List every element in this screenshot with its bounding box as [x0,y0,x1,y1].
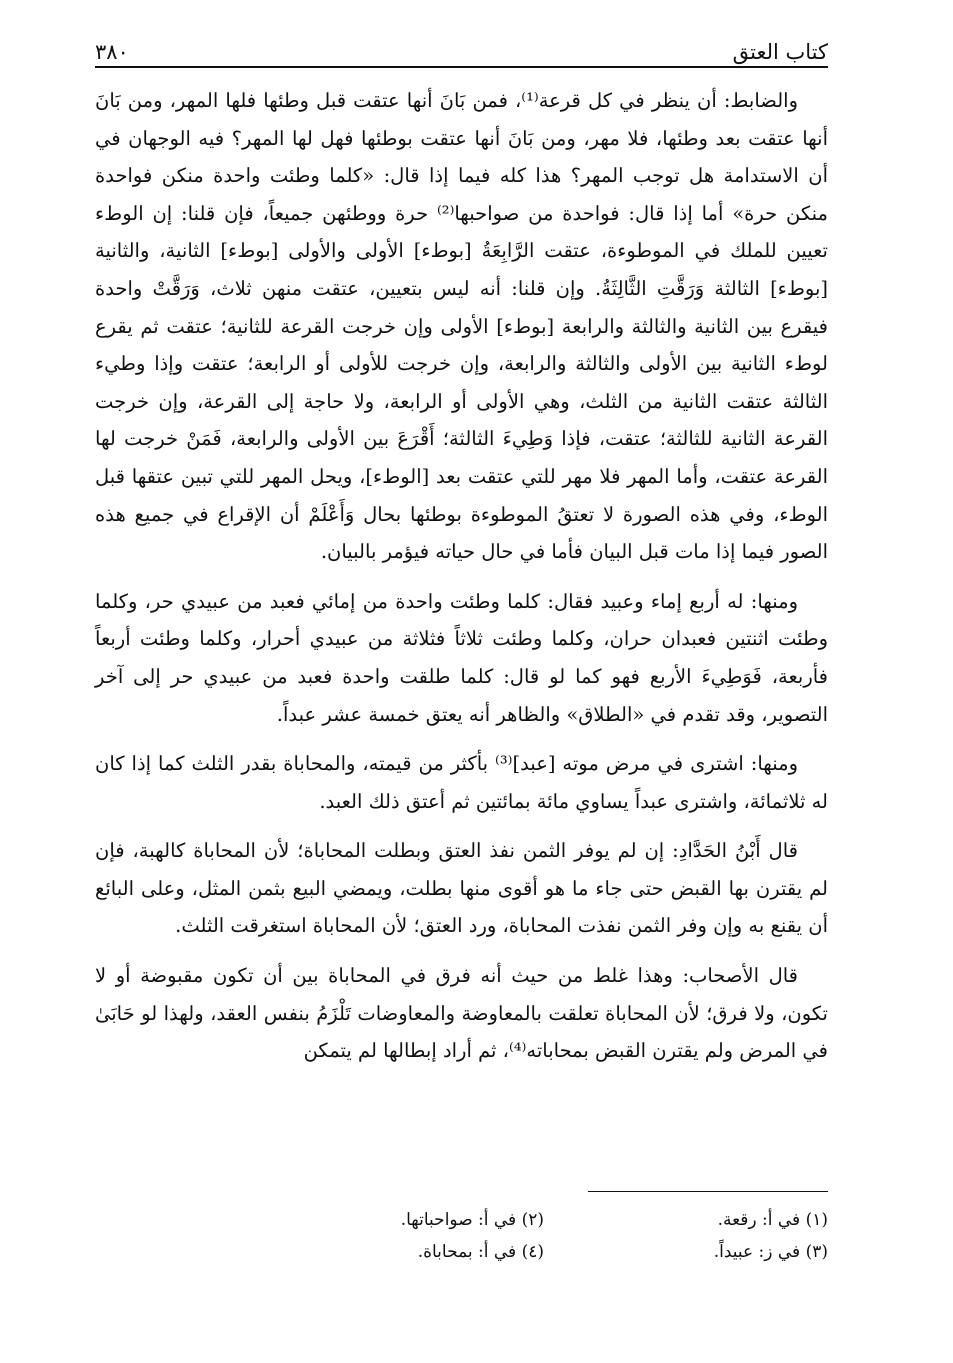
footnote: (١) في أ: رقعة. [717,1210,828,1230]
footnotes [260,1204,828,1268]
paragraph: ومنها: له أربع إماء وعبيد فقال: كلما وطئت واحدة من إمائي فعبد من عبيدي حر، وكلما وطئت اثنتين فعبدان حران، وكلما وطئت ثلاثاً فثلاثة من عبيدي أحرار، وكلما وطئت أربعاً فأربعة، فَوَطِيءَ الأربع فهو كما لو قال: كلما طلقت واحدة فعبد من عبيدي حر إلى آخر التصوير، وقد تقدم في «الطلاق» والظاهر أنه يعتق خمسة عشر عبداً. [95,589,828,726]
footnote-row [260,1236,828,1268]
paragraph: والضابط: أن ينظر في كل قرعة⁽¹⁾، فمن بَانَ أنها عتقت قبل وطئها فلها المهر، ومن بَانَ أنها عتقت بعد وطئها، فلا مهر، ومن بَانَ أنها عتقت بوطئها فهل لها المهر؟ فيه الوجهان في أن الاستدامة هل توجب المهر؟ هذا كله فيما إذا قال: «كلما وطئت واحدة منكن فواحدة منكن حرة» أما إذا قال: فواحدة من صواحبها⁽²⁾ حرة ووطئهن جميعاً، فإن قلنا: إن الوطء تعيين للملك في الموطوءة، عتقت الرَّابِعَةُ [بوطء] الأولى والأولى [بوطء] الثانية، والثانية [بوطء] الثالثة وَرَقَّتِ الثَّالِثَةُ. وإن قلنا: أنه ليس بتعيين، عتقت منهن ثلاث، وَرَقَّتْ واحدة فيقرع بين الثانية والثالثة والرابعة [بوطء] الأولى وإن خرجت القرعة للثانية؛ عتقت ثم يقرع لوطء الثانية بين الأولى والثالثة والرابعة، وإن خرجت للأولى أو الرابعة؛ عتقت وإذا وطيء الثالثة عتقت الثانية من الثلث، وهي الأولى أو الرابعة، ولا حاجة إلى القرعة، وإن خرجت القرعة الثانية للثالثة؛ عتقت، فإذا وَطِيءَ الثالثة؛ أَقْرَعَ بين الأولى والرابعة، فَمَنْ خرجت لها القرعة عتقت، وأما المهر فلا مهر للتي عتقت بعد [الوطء]، ويحل المهر للتي تبين عتقها قبل الوطء، وفي هذه الصورة لا تعتقُ الموطوءة بوطئها بحال وَأَعْلَمْ أن الإقراع في جميع هذه الصور فيما إذا مات قبل البيان فأما في حال حياته فيؤمر بالبيان. [95,89,828,564]
footnote: (٤) في أ: بمحاباة. [417,1242,544,1262]
main-text [95,82,828,1082]
paragraph: قال الأصحاب: وهذا غلط من حيث أنه فرق في المحاباة بين أن تكون مقبوضة أو لا تكون، ولا فرق؛ لأن المحاباة تعلقت بالمعاوضة والمعاوضات تَلْزَمُ بنفس العقد، ولهذا لو حَابَىٰ في المرض ولم يقترن القبض بمحاباته⁽⁴⁾، ثم أراد إبطالها لم يتمكن [95,964,828,1063]
footnote: (٢) في أ: صواحباتها. [400,1210,544,1230]
footnote: (٣) في ز: عبيداً. [713,1242,828,1262]
header-title: كتاب العتق [732,40,828,64]
paragraph: ومنها: اشترى في مرض موته [عبد]⁽³⁾ بأكثر من قيمته، والمحاباة بقدر الثلث كما إذا كان له ثلاثمائة، واشترى عبداً يساوي مائة بمائتين ثم أعتق ذلك العبد. [95,752,828,813]
footnote-rule [588,1191,828,1192]
footnote-row [260,1204,828,1236]
page-number: ٣٨٠ [95,40,129,64]
header-rule [95,66,828,68]
paragraph: قال أَبْنُ الحَدَّادِ: إن لم يوفر الثمن نفذ العتق وبطلت المحاباة؛ لأن المحاباة كالهبة، فإن لم يقترن بها القبض حتى جاء ما هو أقوى منها بطلت، ويمضي البيع بثمن المثل، وعلى البائع أن يقنع به وإن وفر الثمن نفذت المحاباة، ورد العتق؛ لأن المحاباة استغرقت الثلث. [95,839,828,938]
running-header [95,28,828,64]
